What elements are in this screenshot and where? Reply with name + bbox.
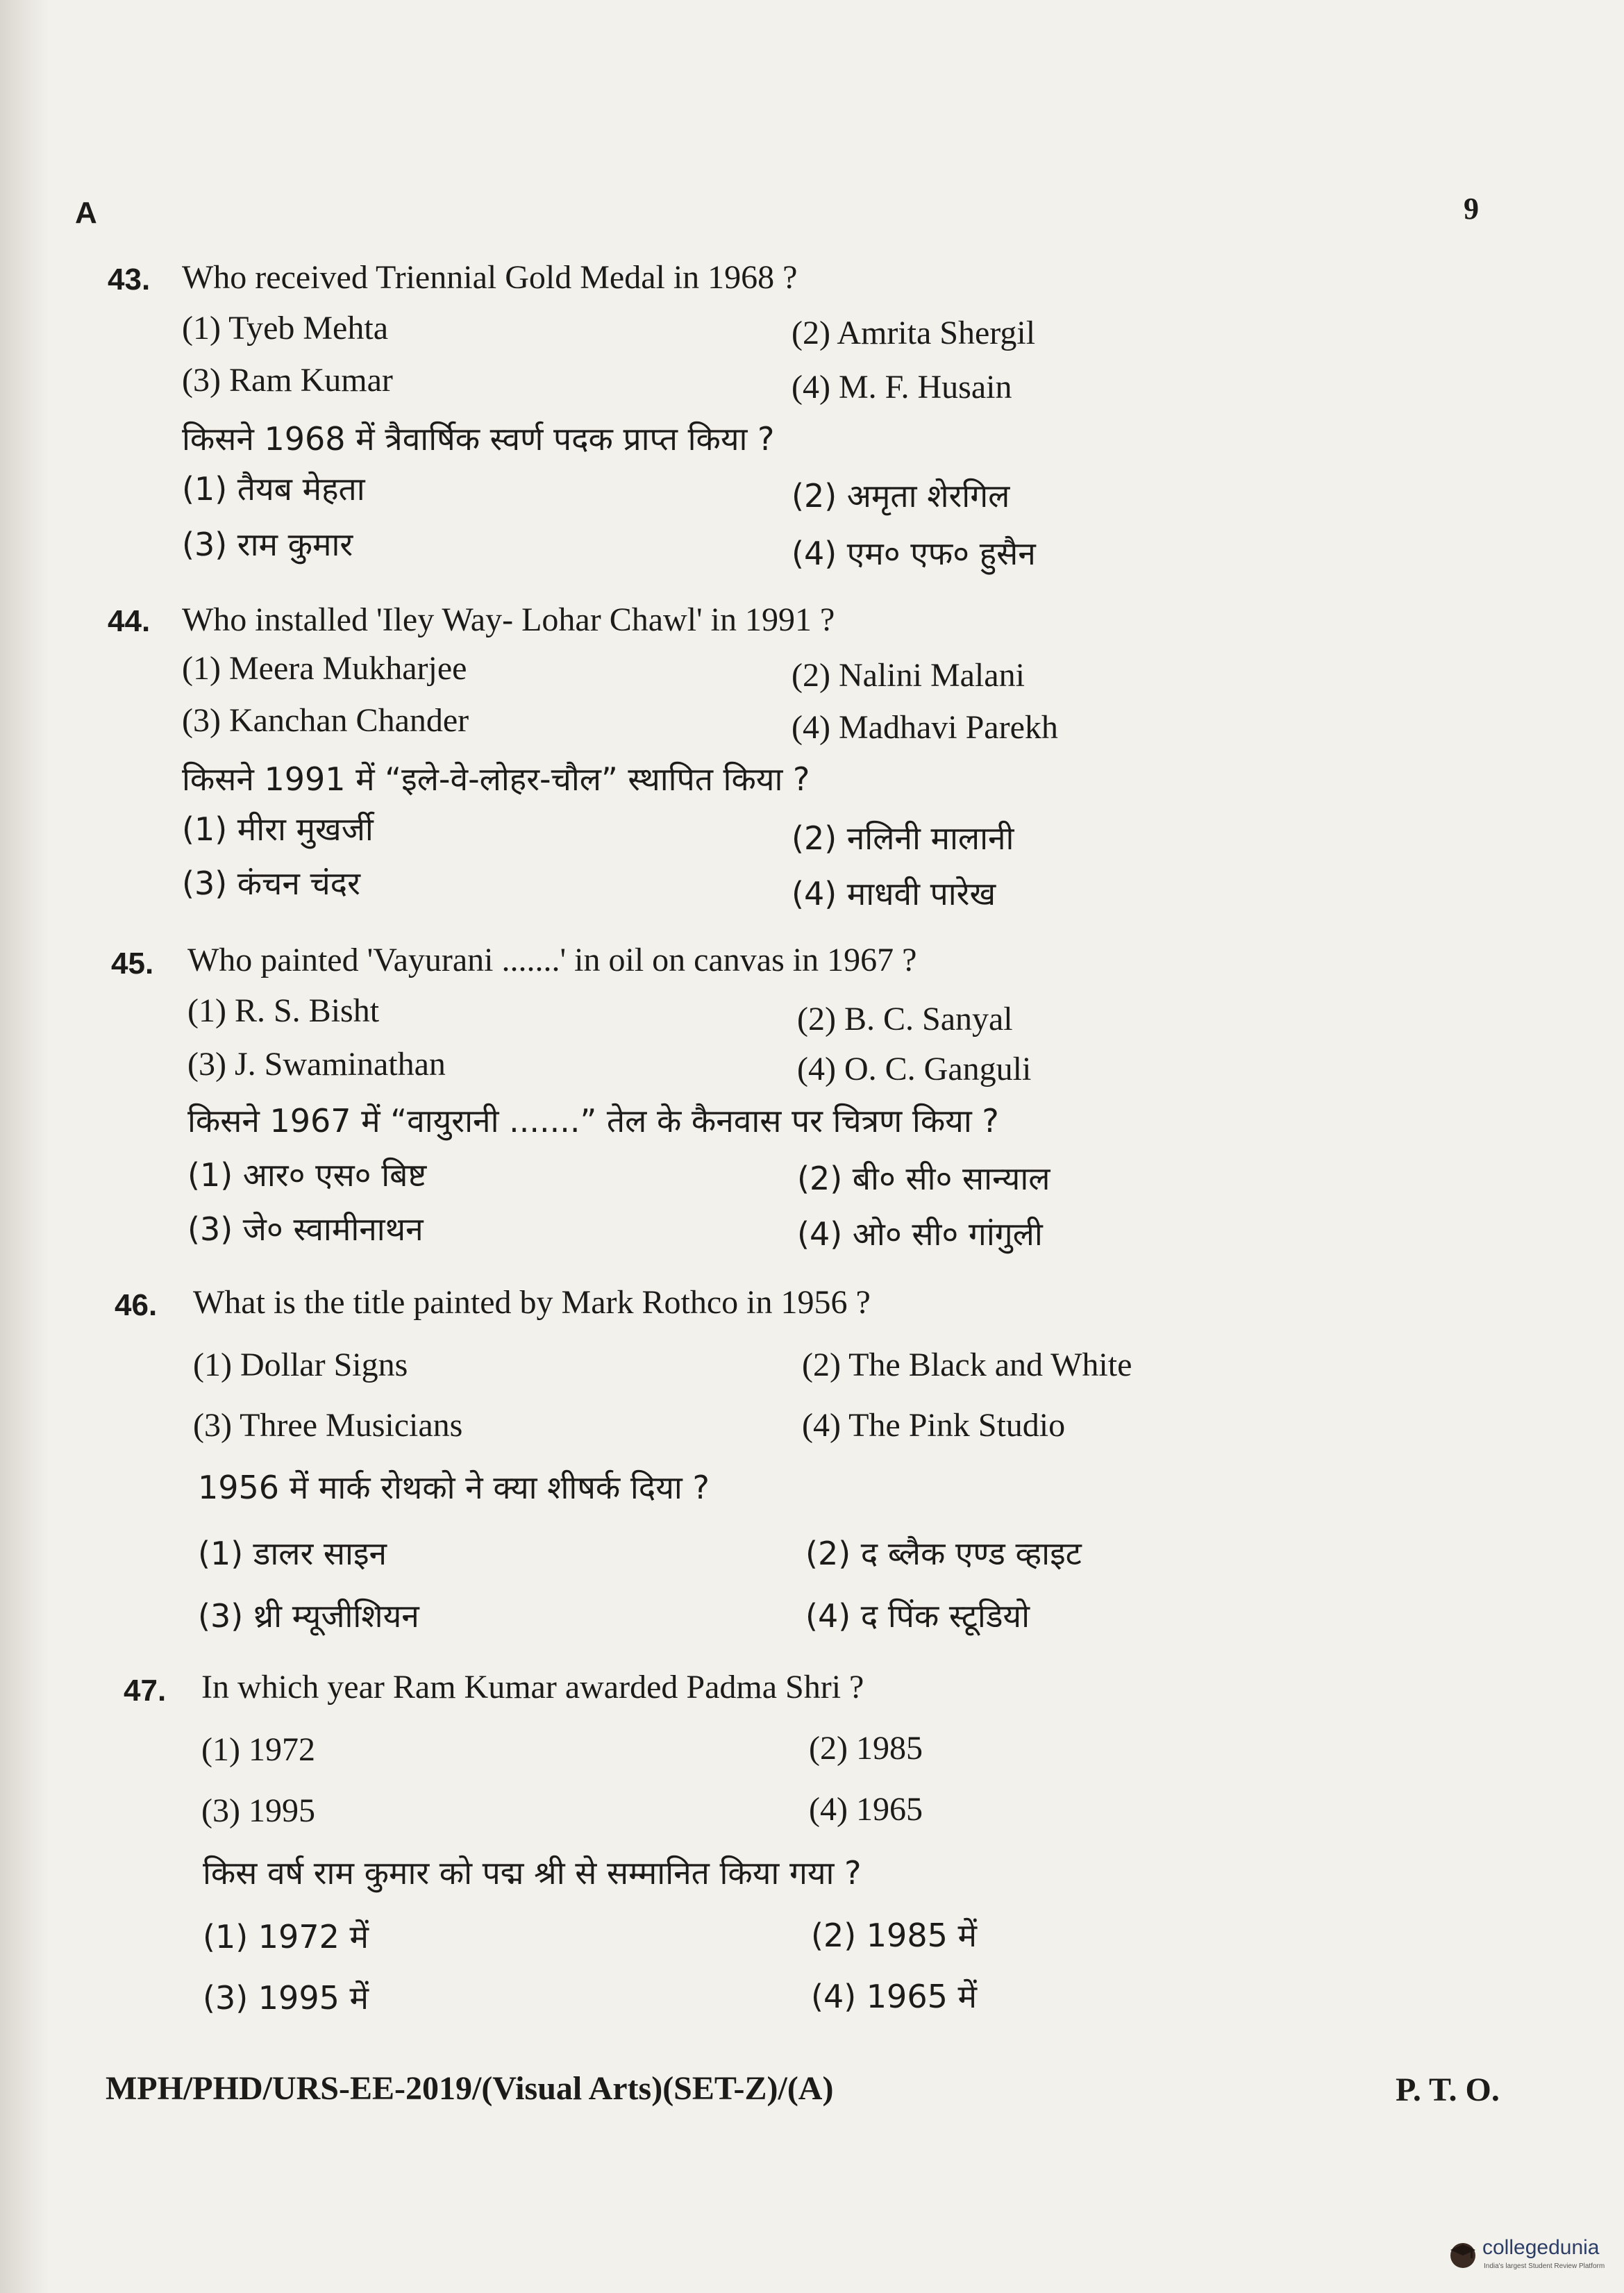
option-1-en: (1) Tyeb Mehta [182,310,388,347]
scan-edge-shadow [0,0,49,2293]
option-4-hi: (4) द पिंक स्टूडियो [805,1597,1030,1635]
question-number: 46. [115,1288,158,1322]
option-2-hi: (2) अमृता शेरगिल [792,477,1010,515]
question-text-en: What is the title painted by Mark Rothco in 1956 ? [193,1284,871,1321]
pto-label: P. T. O. [1396,2071,1500,2108]
option-4-hi: (4) 1965 में [811,1978,977,2015]
option-1-en: (1) Meera Mukharjee [182,650,467,687]
option-4-hi: (4) माधवी पारेख [792,875,996,912]
option-1-hi: (1) तैयब मेहता [182,470,365,508]
collegedunia-watermark [1448,2235,1609,2281]
option-1-en: (1) Dollar Signs [193,1346,408,1383]
option-3-en: (3) 1995 [201,1792,315,1829]
option-4-en: (4) The Pink Studio [802,1407,1066,1444]
option-1-hi: (1) आर० एस० बिष्ट [187,1156,427,1194]
option-3-en: (3) Ram Kumar [182,362,393,399]
option-4-en: (4) M. F. Husain [792,369,1012,406]
question-text-hi: किसने 1967 में “वायुरानी .......” तेल के कैनवास पर चित्रण किया ? [187,1102,999,1140]
brand-name: collegedunia [1482,2236,1600,2259]
question-number: 44. [108,604,151,638]
question-text-en: Who painted 'Vayurani .......' in oil on canvas in 1967 ? [187,942,917,978]
option-4-en: (4) Madhavi Parekh [792,709,1058,746]
option-2-en: (2) 1985 [809,1730,923,1767]
option-4-hi: (4) ओ० सी० गांगुली [797,1215,1043,1253]
option-3-hi: (3) 1995 में [203,1979,369,2017]
option-2-en: (2) The Black and White [802,1346,1132,1383]
option-3-en: (3) J. Swaminathan [187,1046,446,1083]
option-4-en: (4) O. C. Ganguli [797,1051,1032,1087]
option-2-hi: (2) द ब्लैक एण्ड व्हाइट [805,1535,1082,1572]
option-1-en: (1) 1972 [201,1731,315,1768]
question-number: 47. [124,1674,167,1708]
set-letter: A [75,196,97,230]
option-4-hi: (4) एम० एफ० हुसैन [792,535,1036,572]
option-3-hi: (3) जे० स्वामीनाथन [187,1210,424,1248]
graduation-cap-icon [1448,2239,1478,2269]
option-3-en: (3) Three Musicians [193,1407,463,1444]
option-2-hi: (2) 1985 में [811,1917,977,1954]
paper-code: MPH/PHD/URS-EE-2019/(Visual Arts)(SET-Z)/(A) [106,2070,834,2107]
option-2-en: (2) Nalini Malani [792,657,1025,694]
option-1-hi: (1) 1972 में [203,1918,369,1956]
page-number: 9 [1464,192,1479,226]
question-number: 43. [108,262,151,297]
question-text-hi: 1956 में मार्क रोथको ने क्या शीषर्क दिया ? [198,1469,710,1506]
question-text-en: In which year Ram Kumar awarded Padma Shri ? [201,1669,864,1706]
question-text-hi: किसने 1991 में “इले-वे-लोहर-चौल” स्थापित किया ? [182,760,810,798]
question-text-en: Who received Triennial Gold Medal in 1968 ? [182,259,798,296]
option-4-en: (4) 1965 [809,1791,923,1828]
option-2-en: (2) B. C. Sanyal [797,1001,1013,1037]
question-number: 45. [111,947,154,981]
option-1-hi: (1) मीरा मुखर्जी [182,810,374,848]
option-3-hi: (3) कंचन चंदर [182,865,360,902]
option-2-en: (2) Amrita Shergil [792,315,1036,351]
question-text-hi: किस वर्ष राम कुमार को पद्म श्री से सम्मानित किया गया ? [203,1854,862,1892]
option-1-en: (1) R. S. Bisht [187,992,380,1029]
option-3-hi: (3) थ्री म्यूजीशियन [198,1597,419,1635]
option-3-en: (3) Kanchan Chander [182,702,469,739]
option-2-hi: (2) बी० सी० सान्याल [797,1160,1050,1197]
question-text-hi: किसने 1968 में त्रैवार्षिक स्वर्ण पदक प्राप्त किया ? [182,420,775,458]
brand-tagline: India's largest Student Review Platform [1484,2262,1605,2270]
option-2-hi: (2) नलिनी मालानी [792,819,1014,857]
option-1-hi: (1) डालर साइन [198,1535,387,1572]
option-3-hi: (3) राम कुमार [182,526,353,563]
question-text-en: Who installed 'Iley Way- Lohar Chawl' in 1991 ? [182,601,835,638]
